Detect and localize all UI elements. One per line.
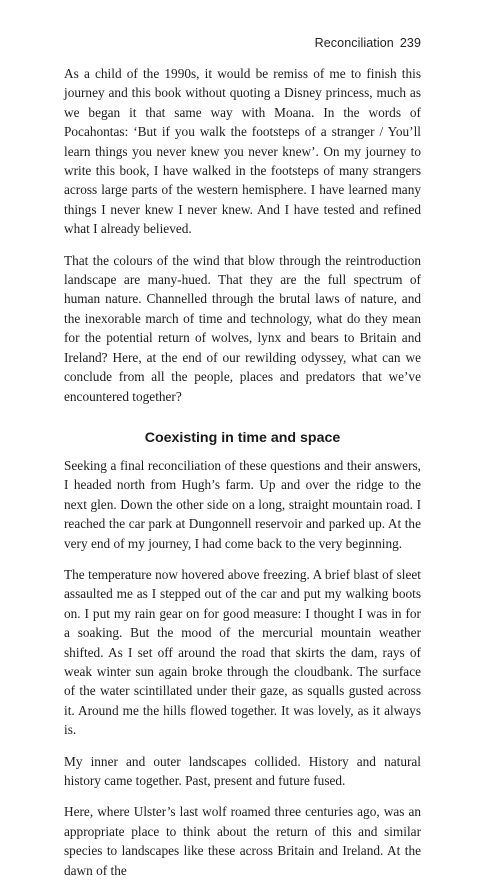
paragraph: That the colours of the wind that blow through the reintroduction landscape are many-hued. That they are the full spectrum of human nature. Channelled through the brutal laws of nature, and the inexorable march of time and technology, what do they mean for the potential return of wolves, lynx and bears to Britain and Ireland? Here, at the end of our rewilding odyssey, what can we conclude from all the people, places and predators that we’ve encountered together?	[64, 252, 421, 404]
running-header	[315, 36, 421, 50]
section-heading: Coexisting in time and space	[144, 429, 341, 446]
page-number: 239	[399, 36, 421, 50]
paragraph: My inner and outer landscapes collided. History and natural history came together. Past, present and future fused.	[64, 753, 421, 788]
body-text	[64, 64, 421, 892]
paragraph: Seeking a final reconciliation of these questions and their answers, I headed north from Hugh’s farm. Up and over the ridge to the next glen. Down the other side on a long, straight mountain road. I reached the car park at Dungonnell reservoir and parked up. At the very end of my journey, I had come back to the very beginning.	[64, 457, 421, 551]
chapter-title: Reconciliation	[314, 36, 394, 50]
paragraph: As a child of the 1990s, it would be remiss of me to finish this journey and this book without quoting a Disney princess, much as we began it that same way with Moana. In the words of Pocahontas: ‘But if you walk the footsteps of a stranger / You’ll learn things you never knew you never knew’. On my journey to write this book, I have walked in the footsteps of many strangers across large parts of the western hemisphere. I have learned many things I never knew I never knew. And I have tested and refined what I already believed.	[64, 66, 421, 237]
paragraph: The temperature now hovered above freezing. A brief blast of sleet assaulted me as I stepped out of the car and put my walking boots on. I put my rain gear on for good measure: I thought I was in for a soaking. But the mood of the mercurial mountain weather shifted. As I set off around the road that skirts the dam, rays of weak winter sun again broke through the cloudbank. The surface of the water scintillated under their gaze, as squalls gusted across it. Around me the hills flowed together. It was lovely, as it always is.	[64, 566, 421, 738]
paragraph: Here, where Ulster’s last wolf roamed three centuries ago, was an appropriate place to think about the return of this and similar species to landscapes like these across Britain and Ireland. At the dawn of the	[64, 804, 421, 878]
